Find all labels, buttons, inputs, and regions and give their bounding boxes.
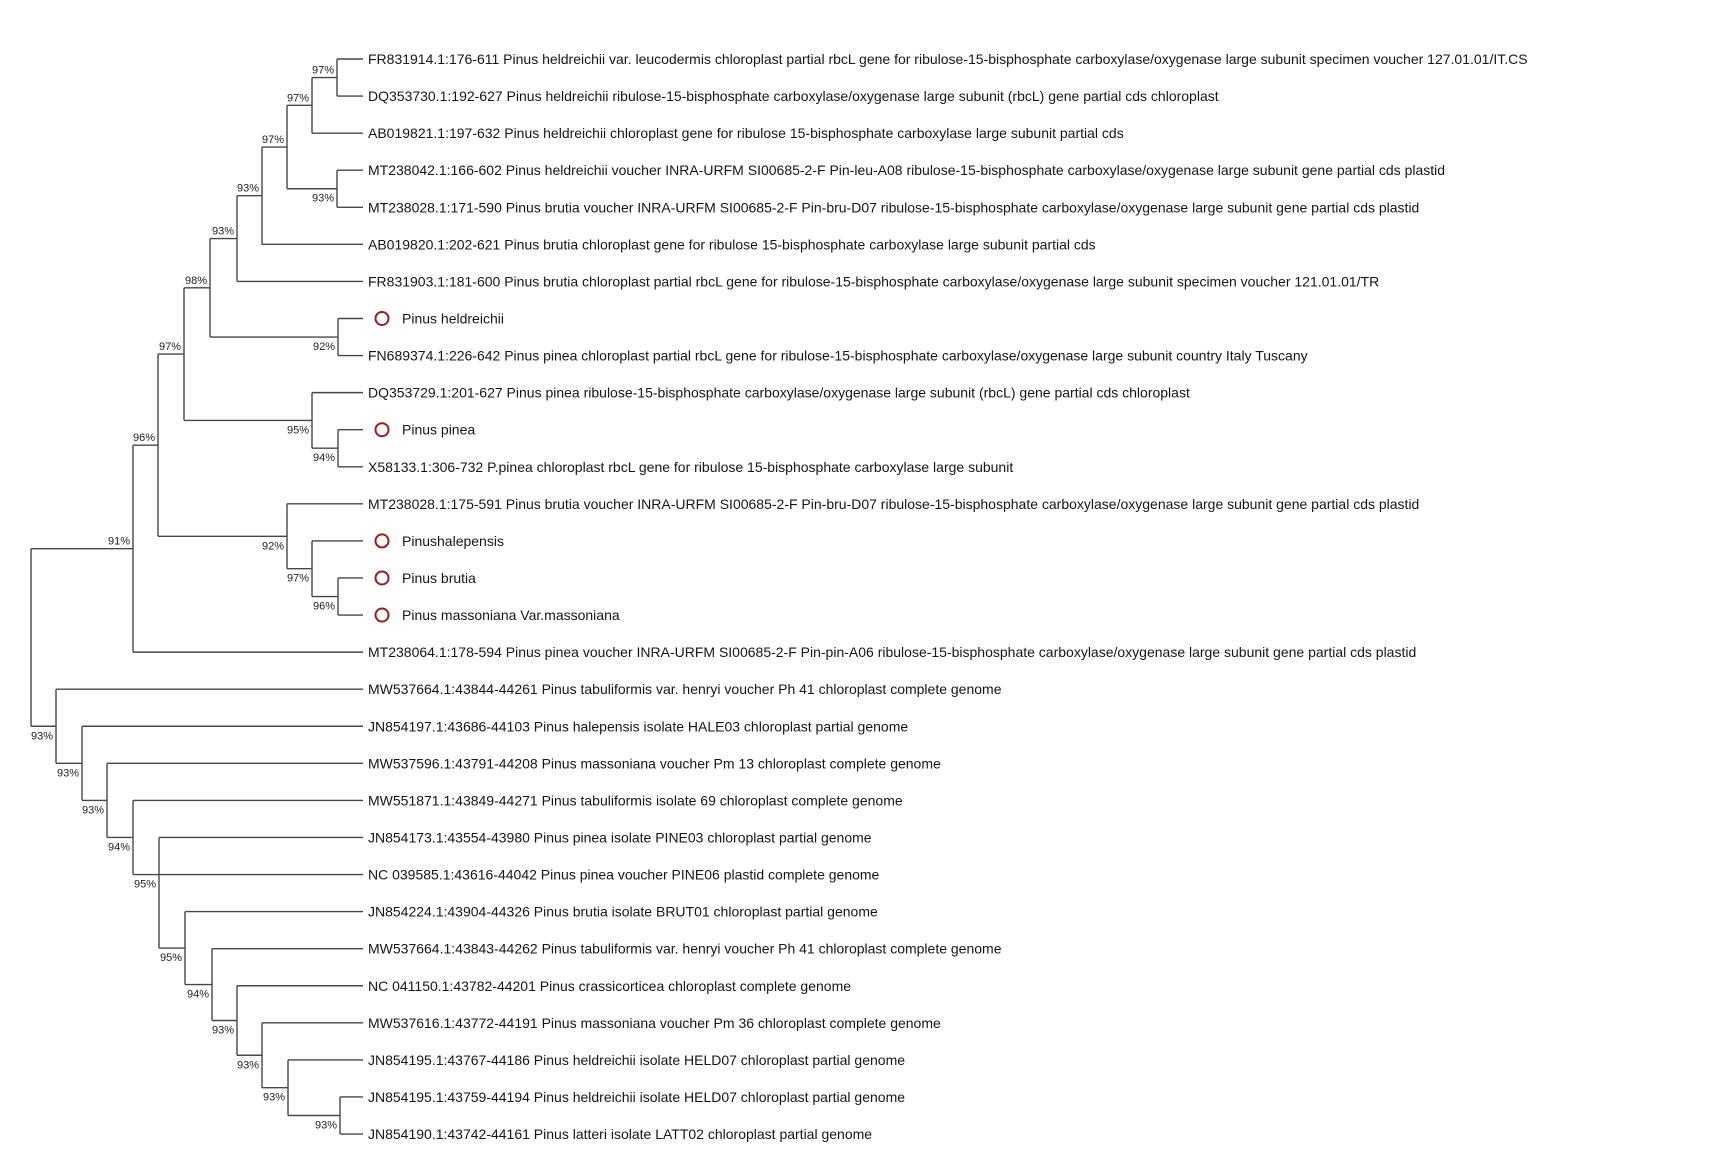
bootstrap-label: 92%: [261, 540, 284, 553]
leaf-label: DQ353730.1:192-627 Pinus heldreichii ribulose-15-bisphosphate carboxylase/oxygenase large subunit (rbcL) gene partial cds chloroplast: [368, 88, 1219, 105]
bootstrap-label: 93%: [311, 192, 334, 205]
bootstrap-label: 96%: [312, 600, 335, 613]
bootstrap-label: 94%: [312, 452, 335, 465]
leaf-label: FN689374.1:226-642 Pinus pinea chloroplast partial rbcL gene for ribulose-15-bisphosphate carboxylase/oxygenase large subunit country Italy Tuscany: [368, 347, 1308, 364]
bootstrap-label: 97%: [286, 92, 309, 105]
bootstrap-label: 97%: [158, 341, 181, 354]
query-leaf-label: Pinushalepensis: [402, 532, 504, 549]
bootstrap-label: 95%: [159, 952, 182, 965]
bootstrap-label: 93%: [314, 1119, 337, 1132]
query-leaf-label: Pinus brutia: [402, 569, 476, 586]
query-marker-circle-icon: [376, 423, 389, 436]
query-marker-circle-icon: [376, 534, 389, 547]
leaf-label: MW551871.1:43849-44271 Pinus tabuliformis isolate 69 chloroplast complete genome: [368, 792, 903, 809]
leaf-label: AB019821.1:197-632 Pinus heldreichii chloroplast gene for ribulose 15-bisphosphate carboxylase large subunit partial cds: [368, 125, 1124, 142]
query-marker-circle-icon: [376, 609, 389, 622]
query-leaf-label: Pinus pinea: [402, 421, 476, 438]
leaf-label: MW537664.1:43844-44261 Pinus tabuliformis var. henryi voucher Ph 41 chloroplast complete genome: [368, 681, 1002, 698]
leaf-label: X58133.1:306-732 P.pinea chloroplast rbcL gene for ribulose 15-bisphosphate carboxylase large subunit: [368, 458, 1014, 475]
leaf-label: NC 039585.1:43616-44042 Pinus pinea voucher PINE06 plastid complete genome: [368, 866, 880, 883]
bootstrap-label: 95%: [286, 424, 309, 437]
bootstrap-label: 93%: [81, 804, 104, 817]
leaf-label: MW537596.1:43791-44208 Pinus massoniana voucher Pm 13 chloroplast complete genome: [368, 755, 941, 772]
bootstrap-label: 93%: [211, 225, 234, 238]
bootstrap-label: 97%: [311, 64, 334, 77]
query-marker-circle-icon: [376, 571, 389, 584]
leaf-label: JN854197.1:43686-44103 Pinus halepensis isolate HALE03 chloroplast partial genome: [368, 718, 909, 735]
leaf-label: JN854195.1:43767-44186 Pinus heldreichii isolate HELD07 chloroplast partial genome: [368, 1051, 906, 1068]
bootstrap-label: 93%: [211, 1024, 234, 1037]
bootstrap-label: 98%: [184, 274, 207, 287]
bootstrap-label: 96%: [132, 432, 155, 445]
query-leaf-label: Pinus massoniana Var.massoniana: [402, 607, 620, 624]
leaf-label: MT238028.1:171-590 Pinus brutia voucher INRA-URFM SI00685-2-F Pin-bru-D07 ribulose-15-bisphosphate carboxylase/oxygenase large subunit gene partial cds plastid: [368, 199, 1420, 216]
bootstrap-label: 94%: [107, 841, 130, 854]
bootstrap-label: 93%: [236, 1059, 259, 1072]
leaf-label: JN854190.1:43742-44161 Pinus latteri isolate LATT02 chloroplast partial genome: [368, 1126, 873, 1143]
leaf-label: NC 041150.1:43782-44201 Pinus crassicorticea chloroplast complete genome: [368, 977, 852, 994]
bootstrap-label: 97%: [286, 572, 309, 585]
leaf-label: MW537616.1:43772-44191 Pinus massoniana voucher Pm 36 chloroplast complete genome: [368, 1014, 941, 1031]
leaf-label: MT238028.1:175-591 Pinus brutia voucher INRA-URFM SI00685-2-F Pin-bru-D07 ribulose-15-bisphosphate carboxylase/oxygenase large subunit gene partial cds plastid: [368, 495, 1420, 512]
leaf-label: FR831914.1:176-611 Pinus heldreichii var. leucodermis chloroplast partial rbcL gene for ribulose-15-bisphosphate carboxylase/oxygenase large subunit specimen voucher 127.01.01/IT.CS: [368, 51, 1528, 67]
bootstrap-label: 94%: [186, 988, 209, 1001]
leaf-label: JN854173.1:43554-43980 Pinus pinea isolate PINE03 chloroplast partial genome: [368, 829, 872, 846]
bootstrap-label: 95%: [133, 878, 156, 891]
leaf-label: MW537664.1:43843-44262 Pinus tabuliformis var. henryi voucher Ph 41 chloroplast complete genome: [368, 940, 1002, 957]
bootstrap-label: 93%: [236, 182, 259, 195]
leaf-label: AB019820.1:202-621 Pinus brutia chloroplast gene for ribulose 15-bisphosphate carboxylase large subunit partial cds: [368, 236, 1096, 253]
query-leaf-label: Pinus heldreichii: [402, 310, 504, 327]
bootstrap-label: 91%: [107, 535, 130, 548]
bootstrap-label: 93%: [262, 1091, 285, 1104]
leaf-label: JN854195.1:43759-44194 Pinus heldreichii isolate HELD07 chloroplast partial genome: [368, 1088, 906, 1105]
bootstrap-label: 92%: [312, 341, 335, 354]
bootstrap-label: 93%: [56, 767, 79, 780]
query-marker-circle-icon: [376, 312, 389, 325]
bootstrap-label: 93%: [30, 730, 53, 743]
leaf-label: JN854224.1:43904-44326 Pinus brutia isolate BRUT01 chloroplast partial genome: [368, 903, 878, 920]
leaf-label: FR831903.1:181-600 Pinus brutia chloroplast partial rbcL gene for ribulose-15-bisphosphate carboxylase/oxygenase large subunit specimen voucher 121.01.01/TR: [368, 273, 1380, 290]
leaf-label: MT238042.1:166-602 Pinus heldreichii voucher INRA-URFM SI00685-2-F Pin-leu-A08 ribulose-15-bisphosphate carboxylase/oxygenase large subunit gene partial cds plastid: [368, 162, 1446, 179]
leaf-label: MT238064.1:178-594 Pinus pinea voucher INRA-URFM SI00685-2-F Pin-pin-A06 ribulose-15-bisphosphate carboxylase/oxygenase large subunit gene partial cds plastid: [368, 644, 1417, 661]
leaf-label: DQ353729.1:201-627 Pinus pinea ribulose-15-bisphosphate carboxylase/oxygenase large subunit (rbcL) gene partial cds chloroplast: [368, 384, 1190, 401]
bootstrap-label: 97%: [261, 134, 284, 147]
